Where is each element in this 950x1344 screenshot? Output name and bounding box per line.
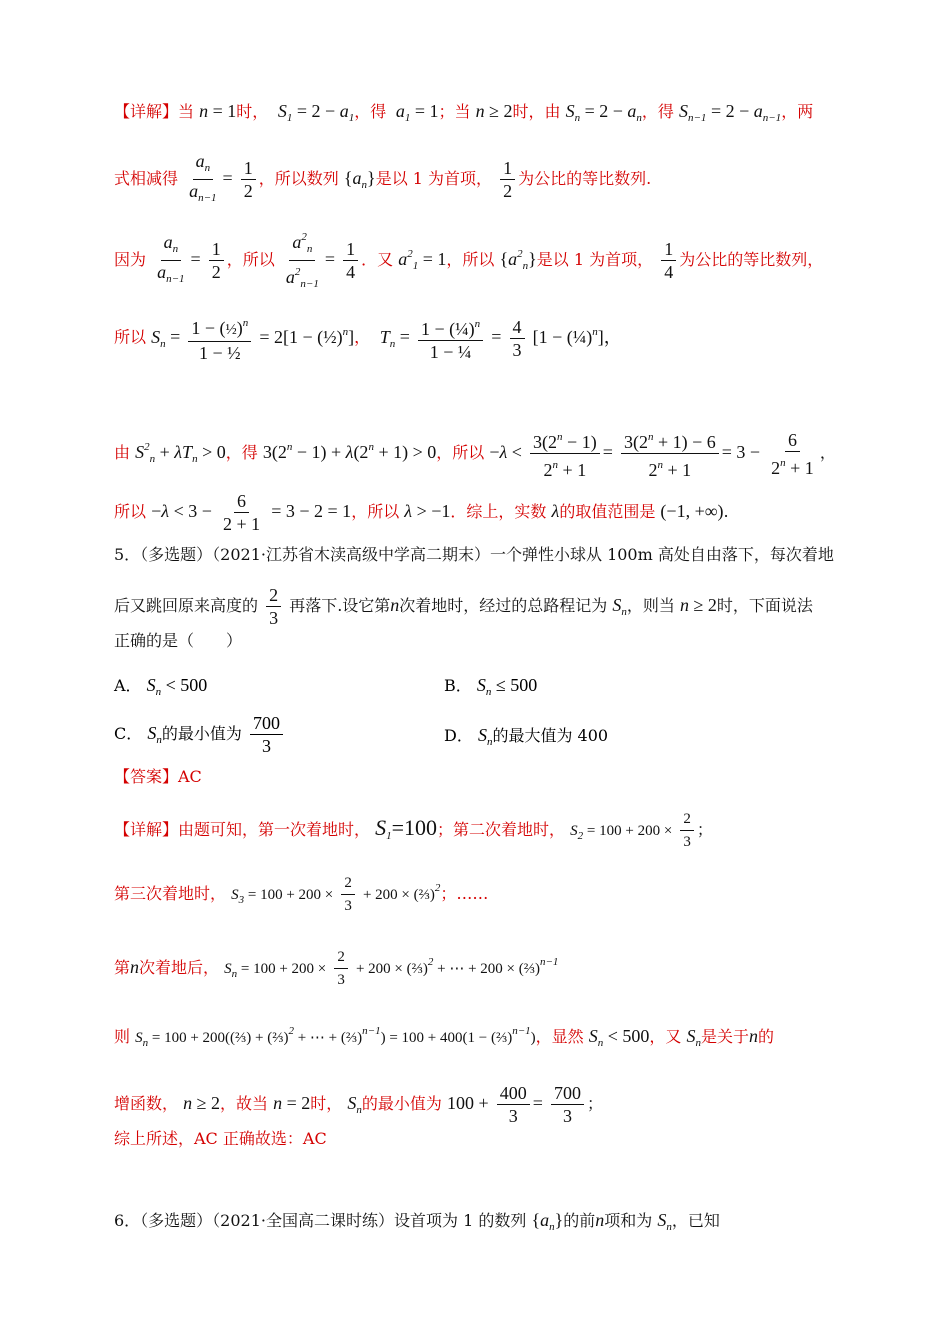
text: 是以 1 为首项， [536, 250, 654, 269]
option-c[interactable] [114, 712, 286, 757]
math: [1 − (¼)$^n$]， [532, 325, 622, 347]
solution-line-5: 由 $S^2_n + \lambda T_n > 0$，得 $3(2^n - 1) + \lambda(2^n + 1) > 0$，所以 −λ < $\frac{3(2^n - 1)}{2^n + 1}$ = $\frac{3(2^n + 1) - 6}{2^n + 1}$ = 3 − $\frac{6}{2^n + 1}$ ， [114, 426, 855, 481]
text: ，所以数列 [258, 169, 339, 188]
solution-5-line-3 [114, 946, 855, 991]
math: n = 2 [273, 1093, 311, 1113]
text: ，两 [781, 102, 814, 121]
text: ，所以 [436, 443, 485, 462]
text: 时， [236, 102, 269, 121]
question-5-line-1 [114, 544, 855, 566]
text: 项和为 [604, 1211, 653, 1230]
math: $S_n = 100$ + 200((⅔) + (⅔)$^2$ + ⋯ + (⅔)$^{n-1}$) = 100 + 400(1 − (⅔)$^{n-1}$) [135, 1025, 536, 1049]
text: ≤ 500 [495, 675, 538, 695]
math: $S_n$ [477, 725, 493, 748]
text: 【答案】AC [114, 767, 202, 786]
text: 时， [310, 1094, 343, 1113]
fraction: $\frac{3(2^n + 1) - 6}{2^n + 1}$ [621, 426, 719, 481]
fraction: $\frac{6}{2 + 1}$ [222, 491, 261, 534]
math: $S_n = 100 + 200$ × [224, 961, 327, 980]
fraction: $\frac{2}{3}$ [334, 946, 348, 991]
math: = 2[1 − (½)$^n$] [259, 325, 355, 347]
text: 当 [178, 102, 195, 121]
text: 第 [114, 958, 131, 977]
solution-line-2: 式相减得 $\frac{a_n}{a_{n-1}}$ = $\frac{1}{2}$ ，所以数列 $\{a_n\}$是以 1 为首项， $\frac{1}{2}$ 为公比的等比数列. [114, 150, 855, 209]
text: 第三次着地时， [114, 884, 227, 903]
text: 由 [114, 443, 131, 462]
solution-5-summary [114, 1128, 855, 1150]
math: n ≥ 2 [183, 1093, 220, 1113]
fraction: $\frac{400}{3}$ [497, 1082, 530, 1127]
text: 的最大值为 400 [492, 726, 609, 745]
math: n [595, 1210, 605, 1230]
text: 是以 1 为首项， [375, 169, 493, 188]
text: 为公比的等比数列. [518, 169, 652, 188]
math: $S_n < 500$ [146, 675, 208, 698]
math: n [390, 595, 400, 615]
fraction: $\frac{a_n}{a_{n-1}}$ [189, 151, 217, 204]
math: $\{a_n\}$ [531, 1210, 564, 1233]
fraction: $\frac{1 - (\frac{1}{2})^n}{\text{1 − ½}}$ [188, 312, 251, 364]
text: ，所以 [351, 502, 400, 521]
fraction: $\frac{4}{3}$ [510, 316, 525, 361]
math: $S_n \le 500$ [476, 675, 538, 698]
text: 次着地时，经过的总路程记为 [399, 596, 608, 615]
fraction: $\frac{6}{2^n + 1}$ [771, 429, 814, 478]
text: < 500 [165, 675, 208, 695]
math: $\{a_n\}$ [343, 168, 376, 191]
text: 时，下面说法 [716, 596, 813, 615]
text: 的最小值为 [361, 1094, 442, 1113]
text: A． [114, 676, 142, 695]
question-5-line-3 [114, 630, 855, 652]
text: 因为 [114, 250, 147, 269]
fraction: $\frac{1}{4}$ [661, 238, 676, 283]
text: ；当 [438, 102, 471, 121]
fraction: $\frac{1}{4}$ [343, 238, 358, 283]
option-b[interactable] [444, 673, 537, 698]
text: ，得 [641, 102, 674, 121]
fraction: $\frac{2}{3}$ [341, 872, 355, 917]
text: 增函数， [114, 1094, 179, 1113]
math: $S_n$ [657, 1210, 672, 1233]
math: $\{a^2_n\}$ [499, 248, 537, 272]
math: + 200 × (⅔)$^2$ [362, 882, 441, 903]
text: 是关于 [701, 1027, 750, 1046]
solution-line-1 [114, 100, 855, 129]
text: B． [444, 676, 472, 695]
math: n ≥ 2 [680, 595, 717, 615]
fraction: $\frac{a^2_n}{a^2_{n-1}}$ [283, 226, 322, 295]
math: n = 1 [199, 101, 237, 121]
text: ．又 [361, 250, 394, 269]
math: $S^2_n + \lambda T_n > 0$ [135, 441, 226, 465]
fraction: $\frac{700}{3}$ [551, 1082, 584, 1127]
math: $S_1 = 2 - a_1$ [277, 101, 355, 124]
math: $3(2^n - 1) + \lambda(2^n + 1) > 0$ [262, 441, 437, 462]
text: ；第二次着地时， [437, 820, 566, 839]
text: 【详解】 [114, 820, 179, 839]
fraction: $\frac{1}{2}$ [209, 238, 224, 283]
question-5-line-2 [114, 584, 855, 629]
detail-tag: 【详解】 [114, 102, 179, 121]
math: −λ < [489, 442, 522, 462]
text: ，显然 [535, 1027, 584, 1046]
solution-line-6: 所以 −λ < 3 − $\frac{6}{2 + 1}$ = 3 − 2 = 1，所以 λ > −1．综上，实数 λ的取值范围是 (−1, +∞). [114, 491, 729, 534]
text: 6．（多选题）（2021·全国高二课时练）设首项为 1 的数列 [114, 1211, 527, 1230]
fraction: $\frac{a_n}{a_{n-1}}$ [157, 232, 185, 285]
solution-5-line-4 [114, 1020, 855, 1054]
text: 综上所述，AC 正确故选：AC [114, 1129, 327, 1148]
text: ，已知 [671, 1211, 720, 1230]
option-a[interactable] [114, 673, 207, 698]
text: 为公比的等比数列， [679, 250, 824, 269]
solution-line-4 [114, 312, 855, 364]
math: n ≥ 2 [475, 101, 513, 121]
text: ．综上，实数 [450, 502, 547, 521]
math: $S_1=100$ [375, 815, 438, 842]
fraction: $\frac{1 - (\frac{1}{4})^n}{\text{1 − ¼}}$ [418, 313, 483, 363]
text: 5．（多选题）（2021·江苏省木渎高级中学高二期末）一个弹性小球从 100m 高处自由落下，每次着地 [114, 545, 834, 564]
fraction: $\frac{2}{3}$ [680, 808, 694, 853]
math: $S_3 = 100 + 200$ × [231, 887, 334, 906]
fraction: $\frac{3(2^n - 1)}{2^n + 1}$ [530, 426, 600, 481]
solution-line-3: 因为 $\frac{a_n}{a_{n-1}}$ = $\frac{1}{2}$ ，所以 $\frac{a^2_n}{a^2_{n-1}}$ = $\frac{1}{4}$ ．又 $a^2_1 = 1$，所以 $\{a^2_n\}$是以 1 为首项， $\frac{1}{4}$ 为公比的等比数列， [114, 226, 855, 295]
math: $S_{n-1} = 2 - a_{n-1}$ [679, 101, 782, 124]
math: $a^2_1 = 1$ [398, 248, 447, 272]
text: ，得 [225, 443, 258, 462]
math: λ [551, 501, 560, 521]
solution-5-line-1: 【详解】由题可知，第一次着地时， $S_1=100$；第二次着地时， $S_2 = 100 + 200$ × $\frac{2}{3}$ ； [114, 808, 855, 853]
text: 时，由 [512, 102, 561, 121]
math: $S_2 = 100 + 200$ × [570, 823, 673, 842]
math: = 3 − 2 = 1 [271, 501, 352, 521]
text: 式相减得 [114, 169, 179, 188]
math: −λ < 3 − [151, 501, 212, 521]
text: 正确的是（ ） [114, 631, 243, 650]
fraction: $\frac{2}{3}$ [266, 584, 281, 629]
text: 次着地后， [139, 958, 220, 977]
math: $a_1 = 1$ [395, 101, 439, 124]
text: 所以 [114, 327, 147, 347]
math: + 200 × (⅔)$^2$ + ⋯ + 200 × (⅔)$^{n-1}$ [355, 956, 559, 977]
fraction: $\frac{1}{2}$ [500, 157, 515, 202]
text: 的前 [563, 1211, 596, 1230]
math: $S_n = 2 - a_n$ [565, 101, 642, 124]
math: = [491, 326, 502, 347]
text: D． [444, 726, 473, 745]
text: ，所以 [446, 250, 495, 269]
text: ；…… [440, 884, 489, 903]
text: ， [354, 327, 371, 347]
question-6-line-1 [114, 1209, 855, 1238]
text: 的取值范围是 [559, 502, 656, 521]
text: ，又 [649, 1027, 682, 1046]
text: 所以 [114, 502, 147, 521]
math: λ > −1 [404, 501, 451, 521]
math: n [749, 1026, 759, 1046]
math: $T_n$ = [379, 326, 410, 350]
solution-5-line-5: 增函数， n ≥ 2，故当 n = 2时， $S_n$的最小值为 100 + $\frac{400}{3}$ = $\frac{700}{3}$ ； [114, 1083, 603, 1126]
text: ，则当 [626, 596, 675, 615]
text: ，得 [354, 102, 387, 121]
text: ，故当 [220, 1094, 269, 1113]
option-d[interactable] [444, 723, 608, 748]
math: $S_n$ [347, 1093, 362, 1116]
text: 后又跳回原来高度的 [114, 596, 259, 615]
text: C． [114, 724, 143, 743]
fraction: $\frac{1}{2}$ [241, 157, 256, 202]
text: ，所以 [226, 250, 275, 269]
text: 的最小值为 [161, 724, 242, 743]
text: 由题可知，第一次着地时， [178, 820, 371, 839]
answer-line [114, 766, 855, 788]
math: $S_n$ [612, 595, 627, 618]
math: 100 + [446, 1093, 489, 1113]
text: 则 [114, 1027, 131, 1046]
solution-5-line-2 [114, 872, 855, 917]
text: 的 [758, 1027, 775, 1046]
fraction: $\frac{700}{3}$ [250, 712, 283, 757]
math: $S_n$ = [151, 326, 181, 350]
math: n [130, 957, 140, 977]
math: $S_n$ [147, 723, 162, 746]
text: 再落下.设它第 [289, 596, 391, 615]
math: $S_n$ [686, 1026, 701, 1049]
math: (−1, +∞) [660, 501, 724, 521]
math: $S_n < 500$ [588, 1026, 650, 1049]
